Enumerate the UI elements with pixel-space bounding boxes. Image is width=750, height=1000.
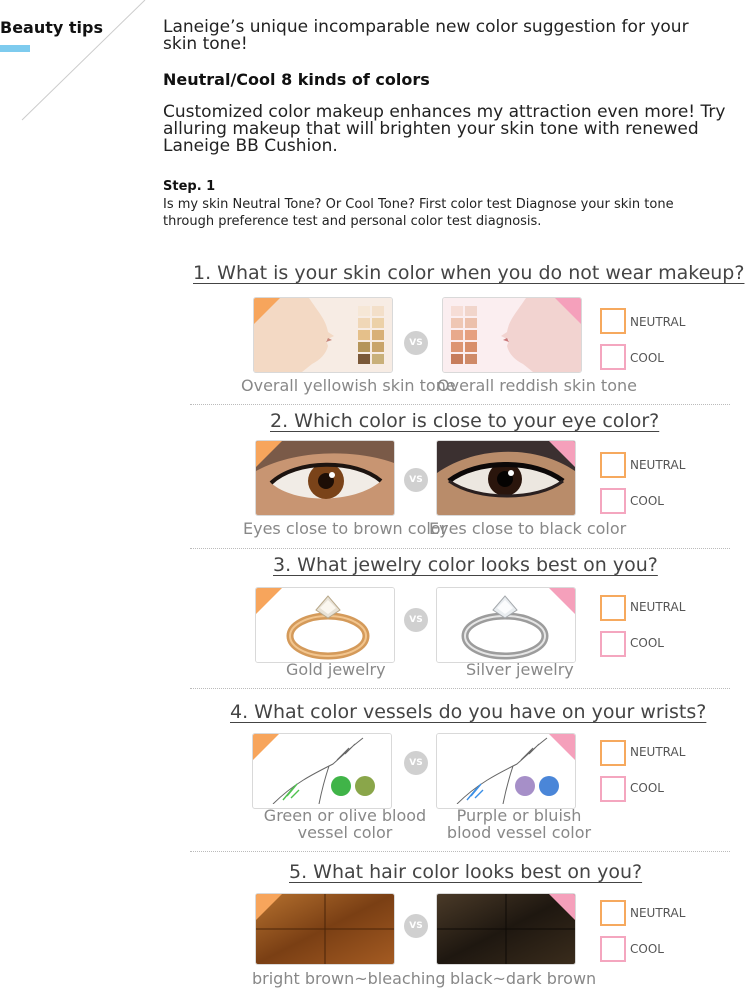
q5-cool-checkbox[interactable]: [600, 936, 626, 962]
q5-right-caption: black~dark brown: [450, 969, 597, 988]
vs-icon: VS: [404, 751, 428, 775]
q1-left-caption: Overall yellowish skin tone: [241, 376, 456, 395]
q1-neutral-checkbox[interactable]: [600, 308, 626, 334]
neutral-corner-marker: [253, 734, 279, 760]
q2-left-caption: Eyes close to brown color: [243, 519, 448, 538]
question-3-title: 3. What jewelry color looks best on you?: [273, 554, 658, 576]
q3-left-image[interactable]: [255, 587, 395, 663]
divider: [190, 404, 730, 405]
q4-left-caption: Green or olive blood vessel color: [263, 806, 427, 842]
q5-left-caption: bright brown~bleaching: [252, 969, 446, 988]
intro-description: Customized color makeup enhances my attraction even more! Try alluring makeup that will brighten your skin tone with renewed Laneige BB Cushion.: [163, 102, 726, 156]
tab-active-indicator: [0, 45, 30, 52]
intro-subhead: Neutral/Cool 8 kinds of colors: [163, 70, 430, 89]
q4-cool-checkbox[interactable]: [600, 776, 626, 802]
cool-corner-marker: [549, 734, 575, 760]
cool-corner-marker: [555, 298, 581, 324]
q3-neutral-checkbox[interactable]: [600, 595, 626, 621]
q4-right-image[interactable]: [436, 733, 576, 809]
question-5-title: 5. What hair color looks best on you?: [289, 861, 643, 883]
q4-neutral-checkbox[interactable]: [600, 740, 626, 766]
q1-left-image[interactable]: [253, 297, 393, 373]
q2-neutral-label: NEUTRAL: [630, 458, 686, 472]
vs-icon: VS: [404, 331, 428, 355]
step-title: Step. 1: [163, 179, 216, 194]
neutral-corner-marker: [256, 894, 282, 920]
q1-right-image[interactable]: [442, 297, 582, 373]
neutral-corner-marker: [256, 441, 282, 467]
divider: [190, 548, 730, 549]
q3-left-caption: Gold jewelry: [286, 660, 386, 679]
intro-headline: Laneige’s unique incomparable new color suggestion for your skin tone!: [163, 17, 689, 54]
vs-icon: VS: [404, 608, 428, 632]
q5-left-image[interactable]: [255, 893, 395, 965]
q4-neutral-label: NEUTRAL: [630, 745, 686, 759]
q2-cool-checkbox[interactable]: [600, 488, 626, 514]
q4-right-caption: Purple or bluish blood vessel color: [446, 806, 592, 842]
question-4-title: 4. What color vessels do you have on your wrists?: [230, 701, 707, 723]
q2-right-image[interactable]: [436, 440, 576, 516]
q5-right-image[interactable]: [436, 893, 576, 965]
step-text: Is my skin Neutral Tone? Or Cool Tone? First color test Diagnose your skin tone through preference test and personal color test diagnosis.: [163, 197, 674, 229]
q5-neutral-label: NEUTRAL: [630, 906, 686, 920]
vs-icon: VS: [404, 468, 428, 492]
q2-right-caption: Eyes close to black color: [429, 519, 627, 538]
neutral-corner-marker: [254, 298, 280, 324]
q1-neutral-label: NEUTRAL: [630, 315, 686, 329]
tab-beauty-tips[interactable]: Beauty tips: [0, 18, 103, 37]
q2-neutral-checkbox[interactable]: [600, 452, 626, 478]
q3-right-caption: Silver jewelry: [466, 660, 574, 679]
question-1-title: 1. What is your skin color when you do not wear makeup?: [193, 262, 745, 284]
neutral-corner-marker: [256, 588, 282, 614]
q1-cool-checkbox[interactable]: [600, 344, 626, 370]
question-2-title: 2. Which color is close to your eye color?: [270, 410, 660, 432]
q5-neutral-checkbox[interactable]: [600, 900, 626, 926]
cool-corner-marker: [549, 588, 575, 614]
q1-cool-label: COOL: [630, 351, 664, 365]
cool-corner-marker: [549, 441, 575, 467]
q3-neutral-label: NEUTRAL: [630, 600, 686, 614]
q4-left-image[interactable]: [252, 733, 392, 809]
q3-cool-label: COOL: [630, 636, 664, 650]
q5-cool-label: COOL: [630, 942, 664, 956]
vs-icon: VS: [404, 914, 428, 938]
divider: [190, 688, 730, 689]
q2-left-image[interactable]: [255, 440, 395, 516]
q3-cool-checkbox[interactable]: [600, 631, 626, 657]
q1-right-caption: Overall reddish skin tone: [437, 376, 637, 395]
q4-cool-label: COOL: [630, 781, 664, 795]
q2-cool-label: COOL: [630, 494, 664, 508]
cool-corner-marker: [549, 894, 575, 920]
divider: [190, 851, 730, 852]
q3-right-image[interactable]: [436, 587, 576, 663]
